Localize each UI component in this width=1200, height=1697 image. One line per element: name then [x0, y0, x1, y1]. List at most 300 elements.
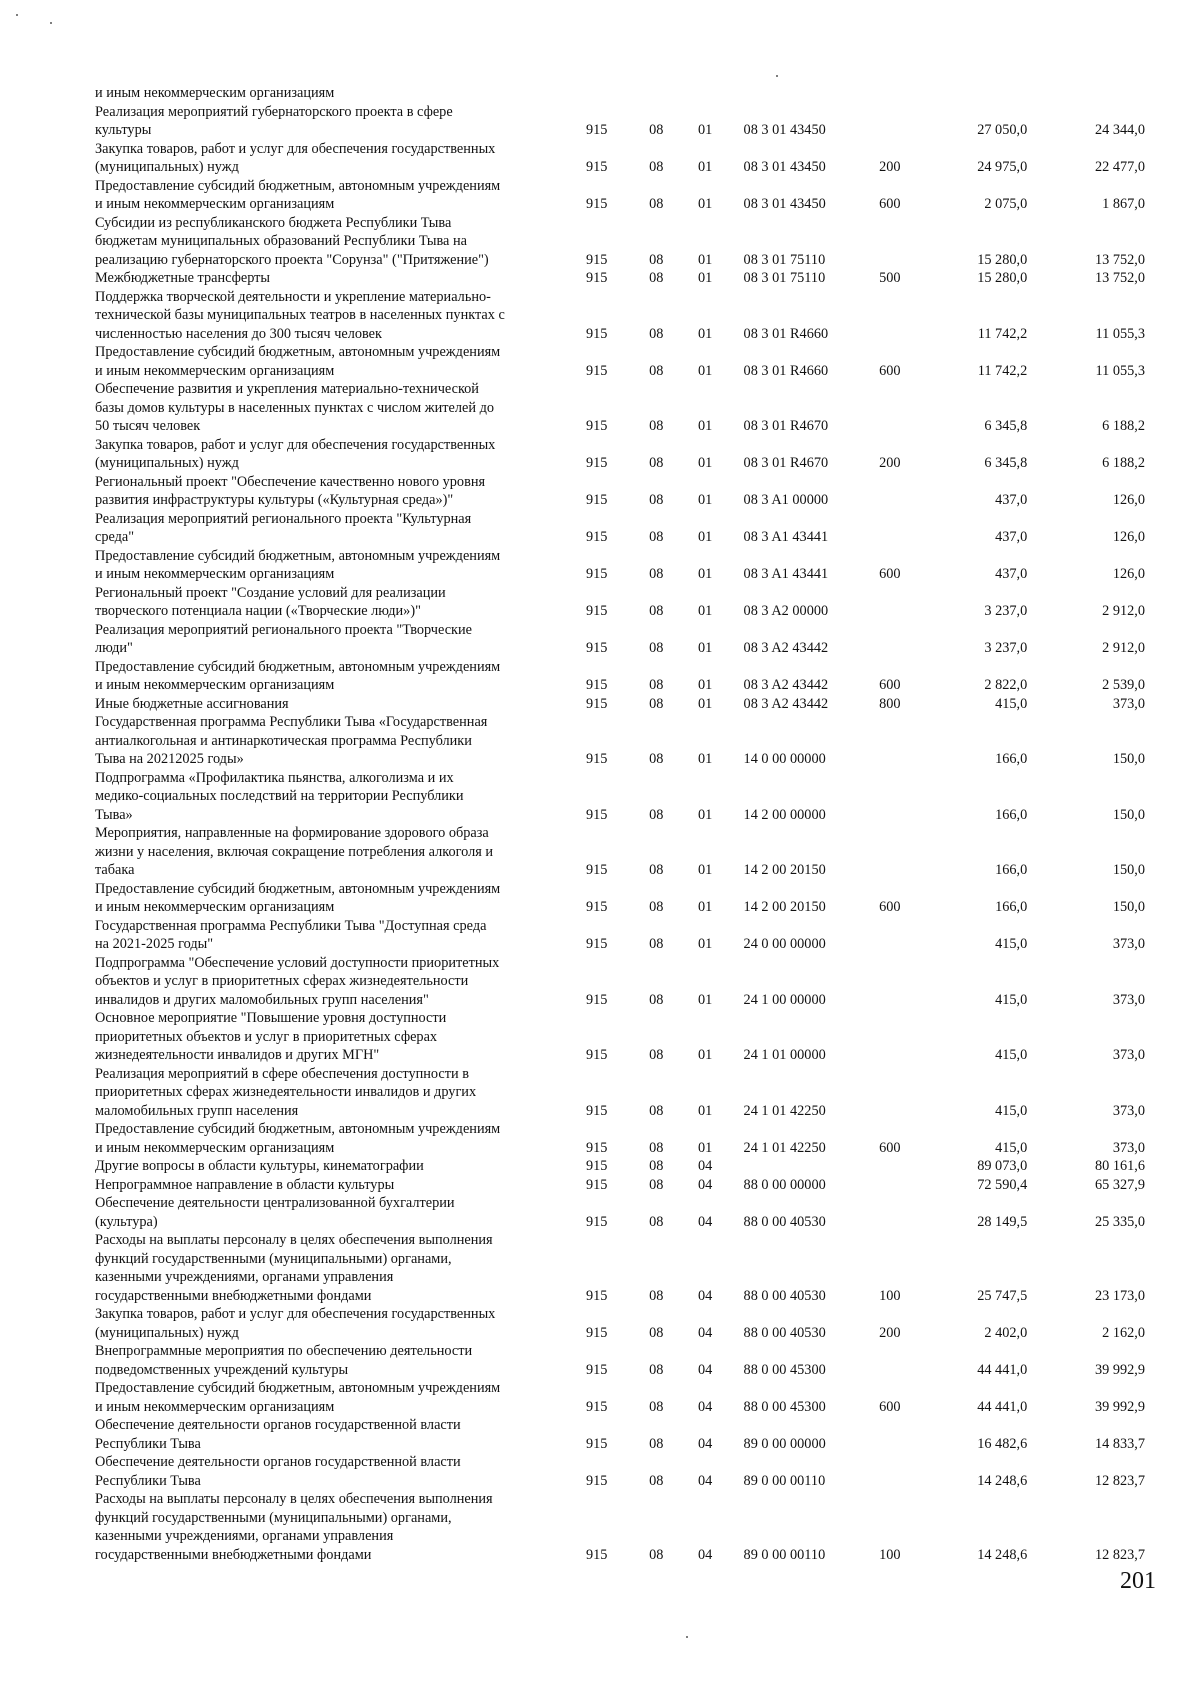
amount-year-1: 44 441,0 — [977, 1361, 1028, 1378]
amount-year-2: 6 188,2 — [1102, 455, 1145, 471]
target-article-code: 24 1 01 42250 — [743, 1139, 826, 1156]
description-line: Тыва» — [95, 806, 133, 823]
subsection-code: 01 — [697, 862, 713, 878]
expense-type-code — [870, 713, 909, 769]
description-line: Предоставление субсидий бюджетным, автономным учреждениям — [95, 658, 501, 675]
section-code: 08 — [649, 751, 664, 767]
table-row — [95, 510, 1145, 547]
amount-year-2: 12 823,7 — [1094, 1546, 1145, 1563]
scan-speck — [50, 22, 52, 24]
description-line: Подпрограмма «Профилактика пьянства, алкоголизма и их — [95, 769, 454, 786]
section-code: 08 — [649, 677, 664, 693]
table-row — [95, 547, 1145, 584]
subsection-code: 01 — [697, 603, 713, 619]
table-row — [95, 880, 1145, 917]
ministry-code: 915 — [585, 492, 608, 508]
target-article-code: 08 3 A1 43441 — [743, 529, 829, 545]
amount-year-1: 166,0 — [995, 806, 1028, 823]
target-article-code: 08 3 A1 00000 — [743, 492, 829, 508]
description-line: государственными внебюджетными фондами — [95, 1287, 372, 1304]
amount-year-1: 28 149,5 — [977, 1213, 1028, 1230]
section-code: 08 — [649, 492, 664, 508]
scan-speck — [776, 75, 778, 77]
ministry-code: 915 — [585, 695, 608, 712]
table-row — [95, 473, 1145, 510]
amount-year-2: 150,0 — [1112, 862, 1145, 878]
table-row — [95, 584, 1145, 621]
table-row — [95, 1453, 1145, 1490]
section-code: 08 — [649, 806, 664, 823]
budget-table-body — [95, 84, 1145, 1564]
row-description — [95, 695, 562, 714]
description-line: и иным некоммерческим организациям — [95, 85, 335, 101]
subsection-code: 04 — [697, 1398, 713, 1415]
section-code: 08 — [649, 529, 664, 545]
expense-type-code — [870, 380, 909, 436]
description-line: Предоставление субсидий бюджетным, автономным учреждениям — [95, 1380, 501, 1396]
subsection-code: 01 — [697, 529, 713, 545]
description-line: Основное мероприятие "Повышение уровня доступности — [95, 1010, 447, 1026]
expense-type-code — [870, 1194, 909, 1231]
description-line: объектов и услуг в приоритетных сферах жизнедеятельности — [95, 973, 469, 989]
expense-type-code: 600 — [879, 1398, 901, 1415]
description-line: Республики Тыва — [95, 1435, 201, 1452]
description-line: приоритетных объектов и услуг в приоритетных сферах — [95, 1028, 438, 1045]
section-code: 08 — [649, 1287, 664, 1304]
target-article-code — [730, 1157, 871, 1176]
table-row — [95, 917, 1145, 954]
amount-year-1: 415,0 — [995, 991, 1028, 1008]
table-row — [95, 343, 1145, 380]
description-line: жизнедеятельности инвалидов и других МГН" — [95, 1047, 380, 1063]
amount-year-1: 415,0 — [995, 936, 1028, 952]
expense-type-code — [870, 954, 909, 1010]
ministry-code — [562, 84, 632, 103]
amount-year-1: 24 975,0 — [977, 159, 1028, 175]
expense-type-code — [870, 824, 909, 880]
ministry-code: 915 — [585, 1472, 608, 1489]
expense-type-code: 800 — [879, 695, 901, 712]
subsection-code: 04 — [697, 1472, 713, 1489]
ministry-code: 915 — [585, 270, 608, 286]
row-description — [95, 824, 562, 880]
row-description — [95, 769, 562, 825]
table-row — [95, 954, 1145, 1010]
amount-year-2: 2 162,0 — [1102, 1324, 1145, 1341]
amount-year-2: 150,0 — [1112, 899, 1145, 915]
ministry-code: 915 — [585, 991, 608, 1008]
ministry-code: 915 — [585, 677, 608, 693]
expense-type-code — [870, 214, 909, 270]
description-line: Республики Тыва — [95, 1472, 201, 1489]
amount-year-1: 3 237,0 — [984, 640, 1028, 656]
description-line: технической базы муниципальных театров в населенных пунктах с — [95, 307, 505, 323]
section-code: 08 — [649, 1435, 664, 1452]
amount-year-1: 415,0 — [995, 1102, 1028, 1119]
expense-type-code — [870, 917, 909, 954]
ministry-code: 915 — [585, 1287, 608, 1304]
amount-year-1: 166,0 — [995, 862, 1028, 878]
subsection-code: 01 — [697, 325, 713, 342]
target-article-code: 24 1 01 00000 — [743, 1047, 826, 1063]
subsection-code: 04 — [697, 1435, 713, 1452]
table-row — [95, 621, 1145, 658]
description-line: Реализация мероприятий регионального проекта "Культурная — [95, 510, 472, 527]
amount-year-1: 27 050,0 — [977, 122, 1028, 138]
description-line: Расходы на выплаты персоналу в целях обеспечения выполнения — [95, 1232, 493, 1248]
row-description — [95, 621, 562, 658]
expense-type-code — [870, 1157, 909, 1176]
ministry-code: 915 — [585, 566, 608, 582]
table-row — [95, 140, 1145, 177]
amount-year-1: 14 248,6 — [977, 1472, 1028, 1489]
amount-year-1: 2 822,0 — [984, 677, 1028, 693]
table-row — [95, 1194, 1145, 1231]
expense-type-code: 100 — [879, 1287, 901, 1304]
target-article-code: 89 0 00 00110 — [743, 1546, 826, 1563]
amount-year-2: 11 055,3 — [1095, 325, 1145, 342]
expense-type-code — [870, 1176, 909, 1195]
amount-year-1: 11 742,2 — [977, 362, 1028, 379]
description-line: Предоставление субсидий бюджетным, автономным учреждениям — [95, 880, 501, 897]
amount-year-1: 415,0 — [995, 1139, 1028, 1156]
amount-year-1: 16 482,6 — [977, 1435, 1028, 1452]
description-line: Закупка товаров, работ и услуг для обеспечения государственных — [95, 140, 496, 157]
amount-year-1: 11 742,2 — [977, 325, 1028, 342]
table-row — [95, 1231, 1145, 1305]
ministry-code: 915 — [585, 1176, 608, 1193]
target-article-code: 08 3 A2 00000 — [743, 603, 829, 619]
ministry-code: 915 — [585, 1435, 608, 1452]
amount-year-2: 2 912,0 — [1102, 640, 1145, 656]
description-line: и иным некоммерческим организациям — [95, 196, 335, 212]
description-line: (муниципальных) нужд — [95, 455, 239, 471]
row-description — [95, 510, 562, 547]
description-line: Региональный проект "Обеспечение качественно нового уровня — [95, 473, 486, 490]
row-description — [95, 269, 562, 288]
amount-year-2: 13 752,0 — [1094, 270, 1145, 286]
subsection-code: 04 — [697, 1176, 713, 1193]
amount-year-2: 373,0 — [1112, 1139, 1145, 1156]
section-code: 08 — [649, 1472, 664, 1489]
row-description — [95, 1453, 562, 1490]
target-article-code: 89 0 00 00000 — [743, 1435, 826, 1452]
description-line: культуры — [95, 122, 152, 138]
expense-type-code: 600 — [879, 677, 901, 693]
target-article-code: 88 0 00 45300 — [743, 1361, 826, 1378]
subsection-code: 01 — [697, 251, 713, 268]
table-row — [95, 713, 1145, 769]
description-line: Региональный проект "Создание условий для реализации — [95, 584, 446, 601]
description-line: и иным некоммерческим организациям — [95, 899, 335, 915]
table-row — [95, 103, 1145, 140]
ministry-code: 915 — [585, 1047, 608, 1063]
ministry-code: 915 — [585, 1102, 608, 1119]
amount-year-1: 166,0 — [995, 751, 1028, 767]
ministry-code: 915 — [585, 862, 608, 878]
ministry-code: 915 — [585, 1213, 608, 1230]
amount-year-1: 166,0 — [995, 899, 1028, 915]
row-description — [95, 1490, 562, 1564]
description-line: Другие вопросы в области культуры, кинематографии — [95, 1158, 424, 1174]
target-article-code: 24 1 01 42250 — [743, 1102, 826, 1119]
section-code: 08 — [649, 862, 664, 878]
amount-year-1: 437,0 — [995, 566, 1028, 582]
description-line: Предоставление субсидий бюджетным, автономным учреждениям — [95, 1121, 501, 1137]
ministry-code: 915 — [585, 751, 608, 767]
ministry-code: 915 — [585, 603, 608, 619]
target-article-code: 08 3 01 75110 — [743, 251, 826, 268]
expense-type-code — [870, 1453, 909, 1490]
section-code: 08 — [649, 1213, 664, 1230]
description-line: Государственная программа Республики Тыва "Доступная среда — [95, 917, 487, 934]
target-article-code: 24 1 00 00000 — [743, 991, 826, 1008]
row-description — [95, 1157, 562, 1176]
row-description — [95, 214, 562, 270]
row-description — [95, 84, 562, 103]
amount-year-2: 12 823,7 — [1094, 1472, 1145, 1489]
ministry-code: 915 — [585, 936, 608, 952]
expense-type-code — [870, 1342, 909, 1379]
expense-type-code — [870, 103, 909, 140]
target-article-code: 08 3 01 R4660 — [743, 325, 829, 342]
amount-year-1: 15 280,0 — [977, 270, 1028, 286]
description-line: медико-социальных последствий на территории Республики — [95, 788, 464, 804]
expense-type-code — [870, 584, 909, 621]
ministry-code: 915 — [585, 1324, 608, 1341]
amount-year-2: 39 992,9 — [1094, 1361, 1145, 1378]
subsection-code: 01 — [697, 362, 713, 379]
description-line: маломобильных групп населения — [95, 1102, 299, 1119]
amount-year-1: 3 237,0 — [984, 603, 1028, 619]
amount-year-2: 1 867,0 — [1102, 196, 1145, 212]
description-line: численностью населения до 300 тысяч человек — [95, 325, 382, 342]
description-line: Обеспечение деятельности централизованной бухгалтерии — [95, 1195, 455, 1211]
description-line: Непрограммное направление в области культуры — [95, 1176, 395, 1193]
description-line: Реализация мероприятий регионального проекта "Творческие — [95, 621, 472, 638]
target-article-code: 08 3 01 75110 — [743, 270, 826, 286]
table-row — [95, 177, 1145, 214]
budget-table — [95, 84, 1145, 1564]
ministry-code: 915 — [585, 455, 608, 471]
table-row — [95, 1065, 1145, 1121]
ministry-code: 915 — [585, 159, 608, 175]
expense-type-code: 600 — [879, 1139, 901, 1156]
target-article-code — [730, 84, 871, 103]
description-line: Реализация мероприятий в сфере обеспечения доступности в — [95, 1065, 469, 1082]
expense-type-code: 600 — [879, 362, 901, 379]
target-article-code: 14 2 00 20150 — [743, 899, 826, 915]
ministry-code: 915 — [585, 122, 608, 138]
amount-year-2: 2 539,0 — [1102, 677, 1145, 693]
description-line: и иным некоммерческим организациям — [95, 362, 335, 379]
row-description — [95, 1194, 562, 1231]
target-article-code: 08 3 A1 43441 — [743, 566, 829, 582]
table-row — [95, 658, 1145, 695]
description-line: (муниципальных) нужд — [95, 159, 239, 175]
section-code: 08 — [649, 899, 664, 915]
description-line: Подпрограмма "Обеспечение условий доступности приоритетных — [95, 954, 500, 971]
amount-year-2: 23 173,0 — [1094, 1287, 1145, 1304]
amount-year-2: 80 161,6 — [1094, 1158, 1145, 1174]
section-code: 08 — [649, 991, 664, 1008]
subsection-code: 01 — [697, 991, 713, 1008]
amount-year-2: 25 335,0 — [1094, 1213, 1145, 1230]
expense-type-code: 200 — [879, 159, 901, 175]
amount-year-1: 14 248,6 — [977, 1546, 1028, 1563]
description-line: развития инфраструктуры культуры («Культурная среда»)" — [95, 492, 454, 508]
row-description — [95, 436, 562, 473]
ministry-code: 915 — [585, 806, 608, 823]
row-description — [95, 343, 562, 380]
ministry-code: 915 — [585, 1361, 608, 1378]
target-article-code: 08 3 01 43450 — [743, 196, 826, 212]
expense-type-code: 600 — [879, 566, 901, 582]
scan-speck — [16, 14, 18, 16]
amount-year-2: 39 992,9 — [1094, 1398, 1145, 1415]
amount-year-1: 2 075,0 — [984, 196, 1028, 212]
table-row — [95, 1342, 1145, 1379]
row-description — [95, 584, 562, 621]
table-row — [95, 1416, 1145, 1453]
ministry-code: 915 — [585, 1398, 608, 1415]
section-code: 08 — [649, 1398, 664, 1415]
amount-year-2: 22 477,0 — [1094, 159, 1145, 175]
description-line: реализацию губернаторского проекта "Сорунза" ("Притяжение") — [95, 251, 489, 268]
amount-year-2: 11 055,3 — [1095, 362, 1145, 379]
section-code: 08 — [649, 325, 664, 342]
description-line: инвалидов и других маломобильных групп населения" — [95, 991, 429, 1008]
amount-year-2: 373,0 — [1112, 1047, 1145, 1063]
ministry-code: 915 — [585, 362, 608, 379]
ministry-code: 915 — [585, 196, 608, 212]
amount-year-1: 2 402,0 — [984, 1324, 1028, 1341]
expense-type-code: 100 — [879, 1546, 901, 1563]
target-article-code: 08 3 A2 43442 — [743, 640, 829, 656]
amount-year-2: 373,0 — [1112, 695, 1145, 712]
description-line: 50 тысяч человек — [95, 418, 201, 434]
description-line: Тыва на 20212025 годы» — [95, 751, 244, 767]
row-description — [95, 547, 562, 584]
expense-type-code: 200 — [879, 455, 901, 471]
amount-year-2: 13 752,0 — [1094, 251, 1145, 268]
amount-year-2: 373,0 — [1112, 1102, 1145, 1119]
description-line: Расходы на выплаты персоналу в целях обеспечения выполнения — [95, 1491, 493, 1507]
subsection-code: 04 — [697, 1546, 713, 1563]
expense-type-code: 600 — [879, 899, 901, 915]
table-row — [95, 436, 1145, 473]
amount-year-2: 24 344,0 — [1094, 122, 1145, 138]
description-line: на 2021-2025 годы" — [95, 936, 214, 952]
amount-year-2: 150,0 — [1112, 751, 1145, 767]
description-line: казенными учреждениями, органами управления — [95, 1269, 394, 1285]
description-line: Межбюджетные трансферты — [95, 270, 271, 286]
ministry-code: 915 — [585, 325, 608, 342]
description-line: (культура) — [95, 1213, 158, 1230]
expense-type-code: 200 — [879, 1324, 901, 1341]
target-article-code: 14 2 00 20150 — [743, 862, 826, 878]
expense-type-code — [870, 769, 909, 825]
section-code: 08 — [649, 1324, 664, 1341]
section-code: 08 — [649, 566, 664, 582]
section-code: 08 — [649, 1139, 664, 1156]
table-row — [95, 1379, 1145, 1416]
amount-year-1: 72 590,4 — [977, 1176, 1028, 1193]
subsection-code: 04 — [697, 1213, 713, 1230]
description-line: (муниципальных) нужд — [95, 1324, 239, 1341]
target-article-code: 08 3 A2 43442 — [743, 677, 829, 693]
target-article-code: 88 0 00 45300 — [743, 1398, 826, 1415]
description-line: антиалкогольная и антинаркотическая программа Республики — [95, 732, 472, 749]
target-article-code: 88 0 00 40530 — [743, 1324, 826, 1341]
row-description — [95, 140, 562, 177]
subsection-code: 04 — [697, 1287, 713, 1304]
target-article-code: 88 0 00 40530 — [743, 1213, 826, 1230]
expense-type-code — [870, 1009, 909, 1065]
amount-year-2: 126,0 — [1112, 492, 1145, 508]
row-description — [95, 380, 562, 436]
table-row — [95, 288, 1145, 344]
description-line: Закупка товаров, работ и услуг для обеспечения государственных — [95, 436, 496, 453]
section-code — [632, 84, 681, 103]
expense-type-code — [870, 510, 909, 547]
amount-year-2: 14 833,7 — [1094, 1435, 1145, 1452]
description-line: Иные бюджетные ассигнования — [95, 695, 289, 712]
description-line: и иным некоммерческим организациям — [95, 1398, 335, 1415]
amount-year-2: 65 327,9 — [1094, 1176, 1145, 1193]
subsection-code: 01 — [697, 899, 713, 915]
subsection-code: 01 — [697, 1047, 713, 1063]
subsection-code: 01 — [697, 122, 713, 138]
description-line: Предоставление субсидий бюджетным, автономным учреждениям — [95, 344, 501, 360]
section-code: 08 — [649, 159, 664, 175]
target-article-code: 08 3 A2 43442 — [743, 695, 829, 712]
ministry-code: 915 — [585, 1139, 608, 1156]
description-line: Государственная программа Республики Тыва «Государственная — [95, 714, 488, 730]
description-line: государственными внебюджетными фондами — [95, 1546, 372, 1563]
row-description — [95, 713, 562, 769]
description-line: Обеспечение деятельности органов государственной власти — [95, 1454, 461, 1470]
subsection-code: 01 — [697, 677, 713, 693]
subsection-code: 04 — [697, 1324, 713, 1341]
table-row — [95, 1176, 1145, 1195]
description-line: подведомственных учреждений культуры — [95, 1361, 349, 1378]
subsection-code: 01 — [697, 936, 713, 952]
ministry-code: 915 — [585, 640, 608, 656]
subsection-code: 01 — [697, 455, 713, 471]
section-code: 08 — [649, 1546, 664, 1563]
target-article-code: 08 3 01 R4660 — [743, 362, 829, 379]
description-line: и иным некоммерческим организациям — [95, 677, 335, 693]
description-line: бюджетам муниципальных образований Республики Тыва на — [95, 233, 467, 249]
row-description — [95, 1009, 562, 1065]
target-article-code: 14 2 00 00000 — [743, 806, 826, 823]
section-code: 08 — [649, 936, 664, 952]
subsection-code: 01 — [697, 159, 713, 175]
description-line: функций государственными (муниципальными) органами, — [95, 1250, 452, 1267]
row-description — [95, 1065, 562, 1121]
subsection-code: 01 — [697, 492, 713, 508]
description-line: жизни у населения, включая сокращение потребления алкоголя и — [95, 843, 494, 860]
ministry-code: 915 — [585, 899, 608, 915]
amount-year-2: 126,0 — [1112, 529, 1145, 545]
subsection-code: 01 — [697, 196, 713, 212]
description-line: Мероприятия, направленные на формирование здорового образа — [95, 825, 489, 841]
amount-year-2: 2 912,0 — [1102, 603, 1145, 619]
description-line: Предоставление субсидий бюджетным, автономным учреждениям — [95, 547, 501, 564]
table-row — [95, 380, 1145, 436]
row-description — [95, 1379, 562, 1416]
